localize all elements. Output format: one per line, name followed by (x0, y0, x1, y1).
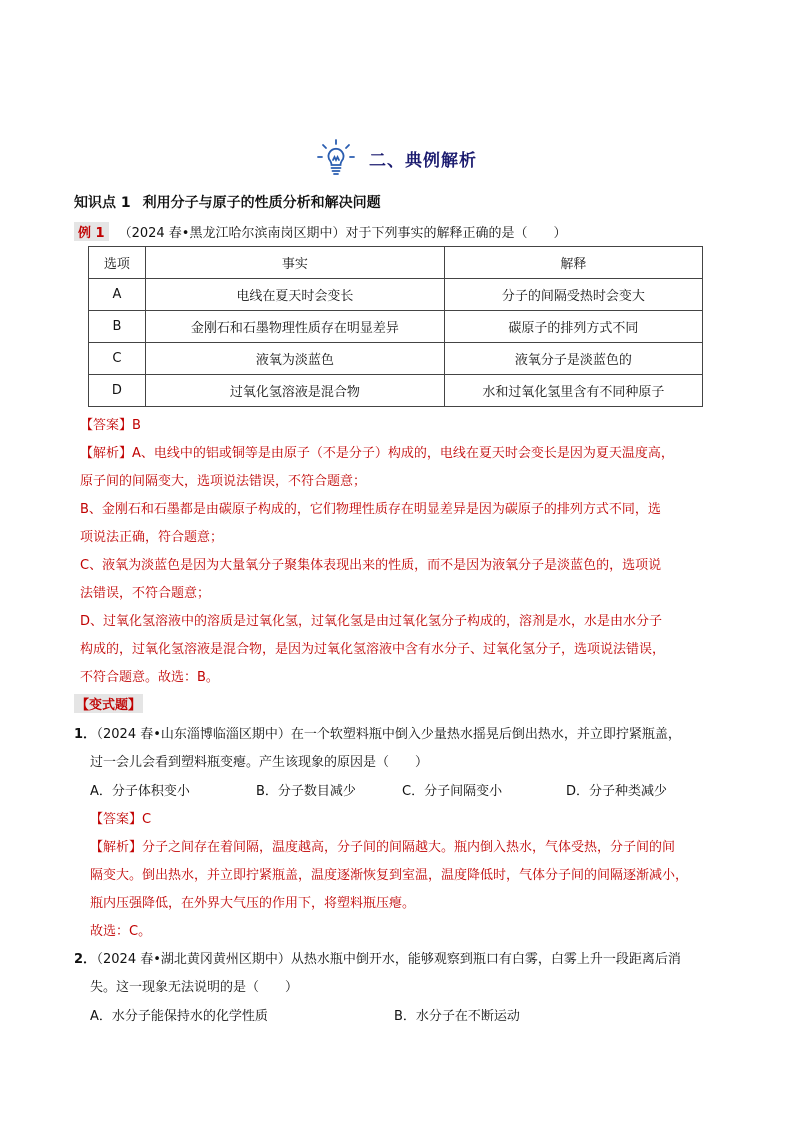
table-row (89, 343, 703, 375)
knowledge-point-heading (74, 192, 381, 212)
table-header: 事实 (145, 247, 444, 279)
question-number: 2． (74, 952, 97, 967)
analysis-line: 项说法正确，符合题意； (80, 530, 224, 545)
lightbulb-icon (316, 138, 356, 178)
table-cell: A (89, 279, 146, 311)
table-cell: C (89, 343, 146, 375)
analysis-line: C、液氧为淡蓝色是因为大量氧分子聚集体表现出来的性质，而不是因为液氧分子是淡蓝色的，选项说 (80, 558, 662, 573)
options-row (90, 780, 667, 799)
question-text: （2024 春•湖北黄冈黄州区期中）从热水瓶中倒开水，能够观察到瓶口有白雾，白雾上升一段距离后消 (90, 952, 681, 967)
question-1 (74, 723, 681, 742)
analysis-line: B、金刚石和石墨都是由碳原子构成的，它们物理性质存在明显差异是因为碳原子的排列方式不同，选 (80, 502, 661, 517)
variant-label: 【变式题】 (74, 694, 143, 713)
table-cell: 液氧分子是淡蓝色的 (444, 343, 702, 375)
table-cell: 分子的间隔受热时会变大 (444, 279, 702, 311)
section-header (0, 138, 793, 178)
analysis-line: 【解析】分子之间存在着间隔，温度越高，分子间的间隔越大。瓶内倒入热水，气体受热，分子间的间 (90, 840, 676, 855)
analysis-line: 原子间的间隔变大，选项说法错误，不符合题意； (80, 474, 367, 489)
knowledge-point-title: 利用分子与原子的性质分析和解决问题 (142, 195, 381, 211)
table-row (89, 375, 703, 407)
table-cell: 水和过氧化氢里含有不同种原子 (444, 375, 702, 407)
question-text: 失。这一现象无法说明的是（ ） (90, 980, 299, 995)
table-cell: B (89, 311, 146, 343)
question-number: 1． (74, 727, 97, 742)
analysis-line: 构成的，过氧化氢溶液是混合物，是因为过氧化氢溶液中含有水分子、过氧化氢分子，选项说法错误， (80, 642, 666, 657)
analysis-line: 不符合题意。故选：B。 (80, 670, 219, 685)
table-row (89, 279, 703, 311)
option-a: A．分子体积变小 (90, 784, 190, 799)
table-cell: D (89, 375, 146, 407)
option-a: A．水分子能保持水的化学性质 (90, 1009, 268, 1024)
example-badge: 例 1 (74, 222, 109, 241)
table-cell: 液氧为淡蓝色 (145, 343, 444, 375)
section-title: 二、典例解析 (369, 150, 478, 171)
example-answer: 【答案】B (80, 418, 141, 433)
example-question (74, 222, 566, 241)
example-text: （2024 春•黑龙江哈尔滨南岗区期中）对于下列事实的解释正确的是（ ） (118, 226, 567, 241)
table-cell: 碳原子的排列方式不同 (444, 311, 702, 343)
option-d: D．分子种类减少 (566, 784, 668, 799)
question-text: （2024 春•山东淄博临淄区期中）在一个软塑料瓶中倒入少量热水摇晃后倒出热水，并立即拧紧瓶盖， (90, 727, 681, 742)
q1-answer: 【答案】C (90, 812, 152, 827)
table-cell: 电线在夏天时会变长 (145, 279, 444, 311)
table-cell: 过氧化氢溶液是混合物 (145, 375, 444, 407)
option-b: B．水分子在不断运动 (394, 1009, 520, 1024)
analysis-line: 【解析】A、电线中的铝或铜等是由原子（不是分子）构成的，电线在夏天时会变长是因为夏天温度高， (80, 446, 674, 461)
analysis-line: 瓶内压强降低，在外界大气压的作用下，将塑料瓶压瘪。 (90, 896, 416, 911)
table-header: 选项 (89, 247, 146, 279)
analysis-line: 隔变大。倒出热水，并立即拧紧瓶盖，温度逐渐恢复到室温，温度降低时，气体分子间的间隔逐渐减小， (90, 868, 689, 883)
options-row (90, 1005, 520, 1024)
facts-table (88, 246, 703, 407)
knowledge-point-label: 知识点 1 (74, 195, 131, 211)
table-header-row (89, 247, 703, 279)
table-cell: 金刚石和石墨物理性质存在明显差异 (145, 311, 444, 343)
table-row (89, 311, 703, 343)
analysis-line: D、过氧化氢溶液中的溶质是过氧化氢，过氧化氢是由过氧化氢分子构成的，溶剂是水，水是由水分子 (80, 614, 663, 629)
option-c: C．分子间隔变小 (402, 784, 503, 799)
option-b: B．分子数目减少 (256, 784, 356, 799)
question-2 (74, 948, 681, 967)
table-header: 解释 (444, 247, 702, 279)
analysis-line: 故选：C。 (90, 924, 152, 939)
analysis-line: 法错误，不符合题意； (80, 586, 211, 601)
question-text: 过一会儿会看到塑料瓶变瘪。产生该现象的原因是（ ） (90, 755, 429, 770)
